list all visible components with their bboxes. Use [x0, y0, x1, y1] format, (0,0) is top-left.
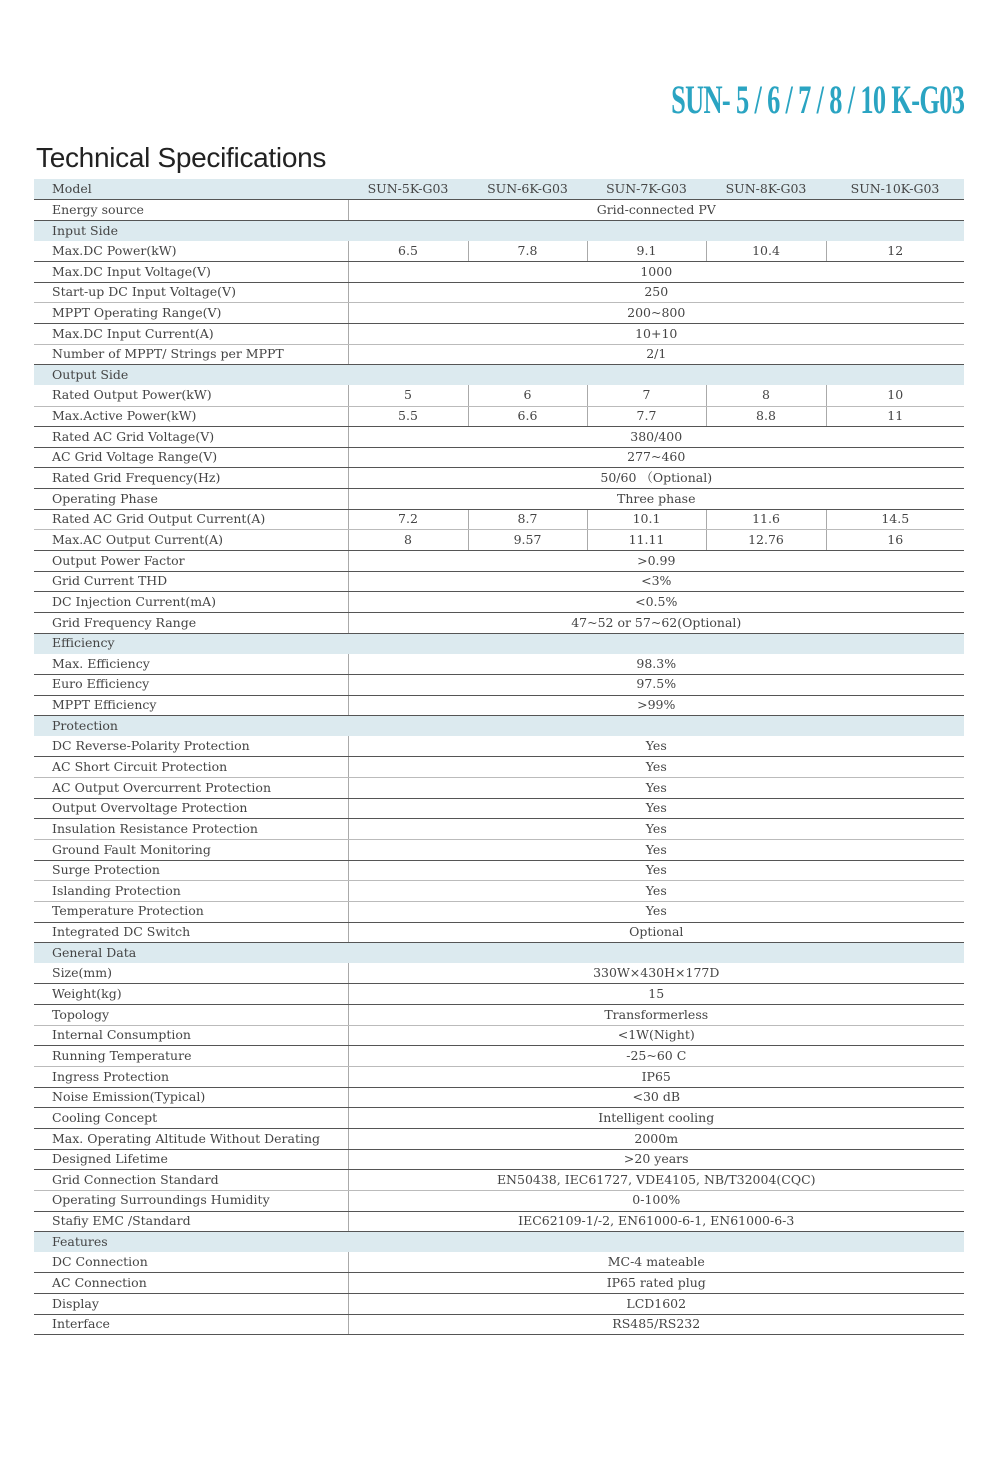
table-row [34, 612, 964, 633]
product-series-title: SUN- 5 / 6 / 7 / 8 / 10 K-G03 [670, 77, 964, 122]
value-cell: 7 [587, 385, 706, 406]
shared-value-cell: 277~460 [348, 447, 964, 468]
row-label: Grid Connection Standard [34, 1170, 348, 1191]
shared-value-cell: 0-100% [348, 1190, 964, 1211]
value-cell: 6 [468, 385, 587, 406]
table-row [34, 530, 964, 551]
table-row [34, 1046, 964, 1067]
value-cell: 9.57 [468, 530, 587, 551]
section-header-row [34, 365, 964, 386]
row-label: Euro Efficiency [34, 674, 348, 695]
page-title: Technical Specifications [36, 142, 327, 173]
section-header-row [34, 716, 964, 737]
model-name-cell: SUN-5K-G03 [348, 179, 468, 200]
section-label: Protection [34, 716, 964, 737]
value-cell: 8 [706, 385, 826, 406]
shared-value-cell: 1000 [348, 262, 964, 283]
row-label: Display [34, 1294, 348, 1315]
value-cell: 14.5 [826, 509, 964, 530]
table-row [34, 406, 964, 427]
section-label: Efficiency [34, 633, 964, 654]
row-label: Cooling Concept [34, 1108, 348, 1129]
value-cell: 6.5 [348, 241, 468, 262]
shared-value-cell: IEC62109-1/-2, EN61000-6-1, EN61000-6-3 [348, 1211, 964, 1232]
table-row [34, 1025, 964, 1046]
table-row [34, 778, 964, 799]
table-row [34, 1170, 964, 1191]
section-label: Input Side [34, 220, 964, 241]
shared-value-cell: Grid-connected PV [348, 200, 964, 221]
shared-value-cell: Yes [348, 881, 964, 902]
table-row [34, 200, 964, 221]
section-header-row [34, 943, 964, 964]
value-cell: 5.5 [348, 406, 468, 427]
row-label: Running Temperature [34, 1046, 348, 1067]
table-row [34, 447, 964, 468]
row-label: Model [34, 179, 348, 200]
row-label: Ground Fault Monitoring [34, 840, 348, 861]
shared-value-cell: 2/1 [348, 344, 964, 365]
row-label: Stafiy EMC /Standard [34, 1211, 348, 1232]
row-label: Integrated DC Switch [34, 922, 348, 943]
row-label: Operating Phase [34, 489, 348, 510]
row-label: Max.DC Input Current(A) [34, 323, 348, 344]
table-row [34, 509, 964, 530]
row-label: Surge Protection [34, 860, 348, 881]
table-row [34, 282, 964, 303]
shared-value-cell: 98.3% [348, 654, 964, 675]
row-label: Rated AC Grid Voltage(V) [34, 427, 348, 448]
row-label: AC Grid Voltage Range(V) [34, 447, 348, 468]
row-label: DC Reverse-Polarity Protection [34, 736, 348, 757]
table-row [34, 674, 964, 695]
shared-value-cell: >0.99 [348, 551, 964, 572]
shared-value-cell: 47~52 or 57~62(Optional) [348, 612, 964, 633]
shared-value-cell: Yes [348, 736, 964, 757]
table-row [34, 385, 964, 406]
table-row [34, 1314, 964, 1335]
row-label: Output Overvoltage Protection [34, 798, 348, 819]
model-name-cell: SUN-8K-G03 [706, 179, 826, 200]
row-label: DC Injection Current(mA) [34, 592, 348, 613]
table-row [34, 571, 964, 592]
shared-value-cell: 50/60 （Optional) [348, 468, 964, 489]
table-row [34, 468, 964, 489]
section-header-row [34, 220, 964, 241]
row-label: Rated Grid Frequency(Hz) [34, 468, 348, 489]
section-label: Output Side [34, 365, 964, 386]
value-cell: 7.8 [468, 241, 587, 262]
shared-value-cell: Yes [348, 840, 964, 861]
table-row [34, 1294, 964, 1315]
table-row [34, 736, 964, 757]
table-row [34, 262, 964, 283]
row-label: AC Connection [34, 1273, 348, 1294]
shared-value-cell: <30 dB [348, 1087, 964, 1108]
shared-value-cell: IP65 [348, 1067, 964, 1088]
table-row [34, 241, 964, 262]
row-label: Size(mm) [34, 963, 348, 984]
table-row [34, 984, 964, 1005]
value-cell: 8 [348, 530, 468, 551]
table-row [34, 901, 964, 922]
value-cell: 16 [826, 530, 964, 551]
row-label: Max. Efficiency [34, 654, 348, 675]
spec-table-body [34, 179, 964, 1335]
value-cell: 8.7 [468, 509, 587, 530]
row-label: Islanding Protection [34, 881, 348, 902]
row-label: Operating Surroundings Humidity [34, 1190, 348, 1211]
table-row [34, 860, 964, 881]
shared-value-cell: 2000m [348, 1128, 964, 1149]
value-cell: 7.2 [348, 509, 468, 530]
row-label: AC Output Overcurrent Protection [34, 778, 348, 799]
shared-value-cell: 250 [348, 282, 964, 303]
table-row [34, 489, 964, 510]
row-label: Topology [34, 1005, 348, 1026]
row-label: Start-up DC Input Voltage(V) [34, 282, 348, 303]
table-row [34, 1005, 964, 1026]
table-row [34, 881, 964, 902]
value-cell: 9.1 [587, 241, 706, 262]
row-label: MPPT Operating Range(V) [34, 303, 348, 324]
value-cell: 5 [348, 385, 468, 406]
shared-value-cell: IP65 rated plug [348, 1273, 964, 1294]
table-row [34, 592, 964, 613]
shared-value-cell: Yes [348, 798, 964, 819]
value-cell: 11 [826, 406, 964, 427]
row-label: MPPT Efficiency [34, 695, 348, 716]
table-row [34, 1252, 964, 1273]
table-row [34, 840, 964, 861]
table-row [34, 1067, 964, 1088]
row-label: Energy source [34, 200, 348, 221]
shared-value-cell: Transformerless [348, 1005, 964, 1026]
table-row [34, 798, 964, 819]
row-label: Grid Current THD [34, 571, 348, 592]
table-row [34, 1149, 964, 1170]
shared-value-cell: 10+10 [348, 323, 964, 344]
row-label: Rated AC Grid Output Current(A) [34, 509, 348, 530]
row-label: Temperature Protection [34, 901, 348, 922]
row-label: Max.DC Power(kW) [34, 241, 348, 262]
table-row [34, 963, 964, 984]
model-name-cell: SUN-6K-G03 [468, 179, 587, 200]
shared-value-cell: Yes [348, 819, 964, 840]
table-row [34, 303, 964, 324]
table-row [34, 819, 964, 840]
shared-value-cell: 97.5% [348, 674, 964, 695]
table-row [34, 695, 964, 716]
table-row [34, 922, 964, 943]
row-label: Noise Emission(Typical) [34, 1087, 348, 1108]
shared-value-cell: Yes [348, 778, 964, 799]
shared-value-cell: >20 years [348, 1149, 964, 1170]
row-label: Max.Active Power(kW) [34, 406, 348, 427]
table-row [34, 1211, 964, 1232]
shared-value-cell: EN50438, IEC61727, VDE4105, NB/T32004(CQC) [348, 1170, 964, 1191]
table-row [34, 1273, 964, 1294]
table-row [34, 757, 964, 778]
shared-value-cell: Intelligent cooling [348, 1108, 964, 1129]
shared-value-cell: <1W(Night) [348, 1025, 964, 1046]
shared-value-cell: 330W×430H×177D [348, 963, 964, 984]
shared-value-cell: Yes [348, 901, 964, 922]
row-label: Number of MPPT/ Strings per MPPT [34, 344, 348, 365]
shared-value-cell: 15 [348, 984, 964, 1005]
value-cell: 12 [826, 241, 964, 262]
table-row [34, 1128, 964, 1149]
row-label: Max.AC Output Current(A) [34, 530, 348, 551]
shared-value-cell: <0.5% [348, 592, 964, 613]
table-row [34, 551, 964, 572]
shared-value-cell: MC-4 mateable [348, 1252, 964, 1273]
table-row [34, 1190, 964, 1211]
shared-value-cell: >99% [348, 695, 964, 716]
value-cell: 7.7 [587, 406, 706, 427]
section-label: General Data [34, 943, 964, 964]
section-header-row [34, 633, 964, 654]
table-row [34, 654, 964, 675]
row-label: Insulation Resistance Protection [34, 819, 348, 840]
shared-value-cell: 200~800 [348, 303, 964, 324]
row-label: Weight(kg) [34, 984, 348, 1005]
shared-value-cell: LCD1602 [348, 1294, 964, 1315]
spec-table [34, 179, 964, 1335]
shared-value-cell: Yes [348, 860, 964, 881]
shared-value-cell: <3% [348, 571, 964, 592]
model-header-row [34, 179, 964, 200]
row-label: Internal Consumption [34, 1025, 348, 1046]
value-cell: 6.6 [468, 406, 587, 427]
row-label: Designed Lifetime [34, 1149, 348, 1170]
model-name-cell: SUN-7K-G03 [587, 179, 706, 200]
table-row [34, 1087, 964, 1108]
value-cell: 12.76 [706, 530, 826, 551]
value-cell: 10 [826, 385, 964, 406]
row-label: Max.DC Input Voltage(V) [34, 262, 348, 283]
table-row [34, 427, 964, 448]
value-cell: 10.1 [587, 509, 706, 530]
model-name-cell: SUN-10K-G03 [826, 179, 964, 200]
row-label: Interface [34, 1314, 348, 1335]
row-label: Rated Output Power(kW) [34, 385, 348, 406]
value-cell: 8.8 [706, 406, 826, 427]
value-cell: 11.6 [706, 509, 826, 530]
value-cell: 11.11 [587, 530, 706, 551]
shared-value-cell: Yes [348, 757, 964, 778]
shared-value-cell: -25~60 C [348, 1046, 964, 1067]
shared-value-cell: 380/400 [348, 427, 964, 448]
shared-value-cell: RS485/RS232 [348, 1314, 964, 1335]
section-label: Features [34, 1232, 964, 1253]
table-row [34, 344, 964, 365]
row-label: Grid Frequency Range [34, 612, 348, 633]
row-label: DC Connection [34, 1252, 348, 1273]
row-label: Max. Operating Altitude Without Derating [34, 1128, 348, 1149]
row-label: Output Power Factor [34, 551, 348, 572]
shared-value-cell: Three phase [348, 489, 964, 510]
shared-value-cell: Optional [348, 922, 964, 943]
section-header-row [34, 1232, 964, 1253]
value-cell: 10.4 [706, 241, 826, 262]
row-label: AC Short Circuit Protection [34, 757, 348, 778]
row-label: Ingress Protection [34, 1067, 348, 1088]
table-row [34, 323, 964, 344]
table-row [34, 1108, 964, 1129]
